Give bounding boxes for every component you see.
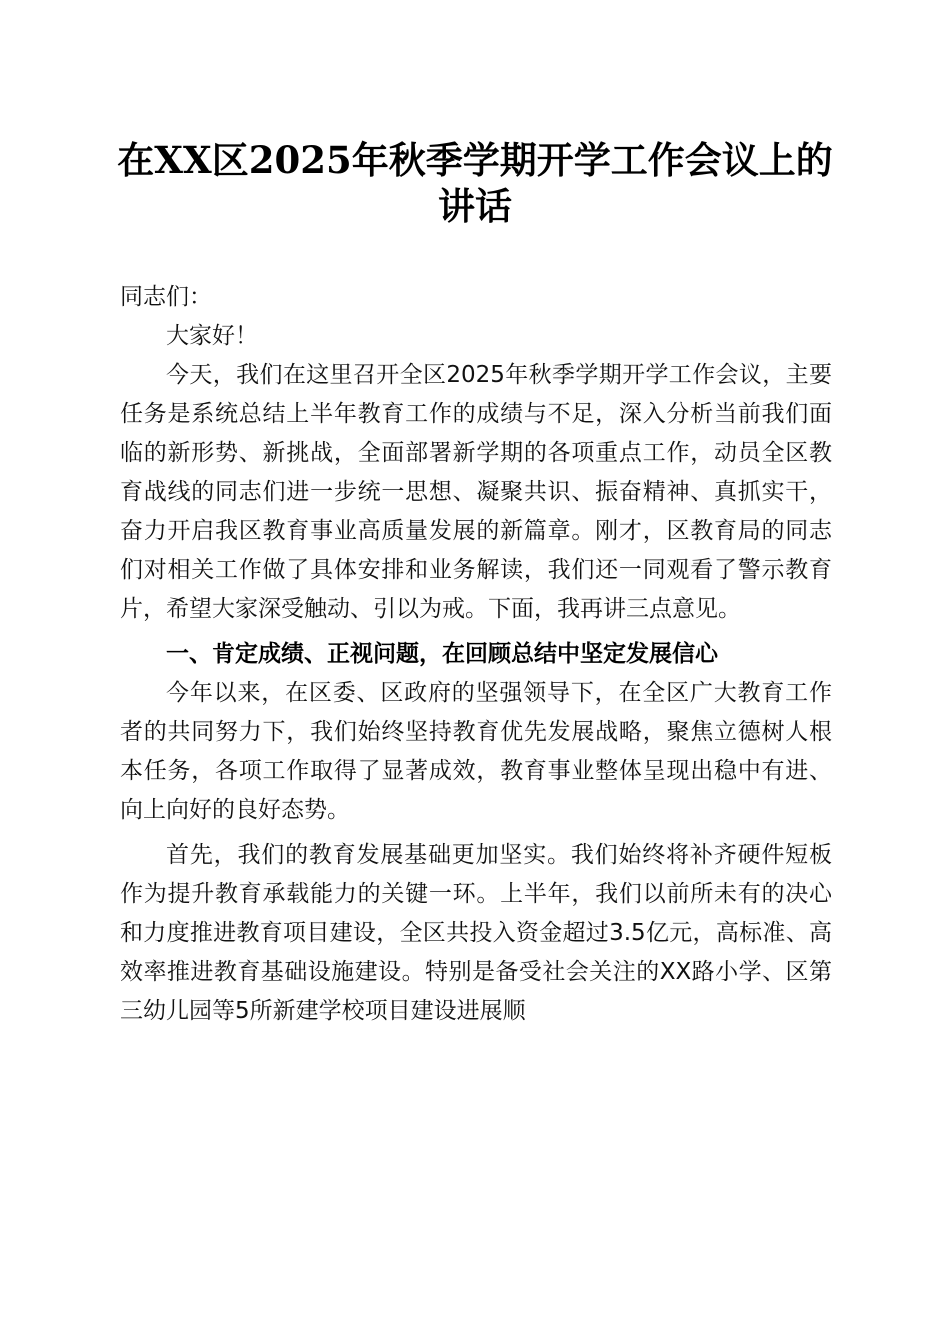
document-title-line-1: 在XX区2025年秋季学期开学工作会议上的	[117, 138, 833, 182]
document-title-line-2: 讲话	[438, 184, 512, 228]
paragraph-intro: 今天，我们在这里召开全区2025年秋季学期开学工作会议，主要任务是系统总结上半年教育工作的成绩与不足，深入分析当前我们面临的新形势、新挑战，全面部署新学期的各项重点工作，动员全区教育战线的同志们进一步统一思想、凝聚共识、振奋精神、真抓实干，奋力开启我区教育事业高质量发展的新篇章。刚才，区教育局的同志们对相关工作做了具体安排和业务解读，我们还一同观看了警示教育片，希望大家深受触动、引以为戒。下面，我再讲三点意见。	[120, 362, 832, 622]
section-heading-1: 一、肯定成绩、正视问题，在回顾总结中坚定发展信心	[166, 641, 718, 667]
paragraph-achievements: 今年以来，在区委、区政府的坚强领导下，在全区广大教育工作者的共同努力下，我们始终坚持教育优先发展战略，聚焦立德树人根本任务，各项工作取得了显著成效，教育事业整体呈现出稳中有进、向上向好的良好态势。	[120, 680, 832, 823]
document-body	[120, 278, 832, 1031]
salutation: 同志们：	[120, 284, 212, 310]
paragraph-foundation: 首先，我们的教育发展基础更加坚实。我们始终将补齐硬件短板作为提升教育承载能力的关键一环。上半年，我们以前所未有的决心和力度推进教育项目建设，全区共投入资金超过3.5亿元，高标准、高效率推进教育基础设施建设。特别是备受社会关注的XX路小学、区第三幼儿园等5所新建学校项目建设进展顺	[120, 842, 832, 1024]
greeting: 大家好！	[166, 323, 258, 349]
